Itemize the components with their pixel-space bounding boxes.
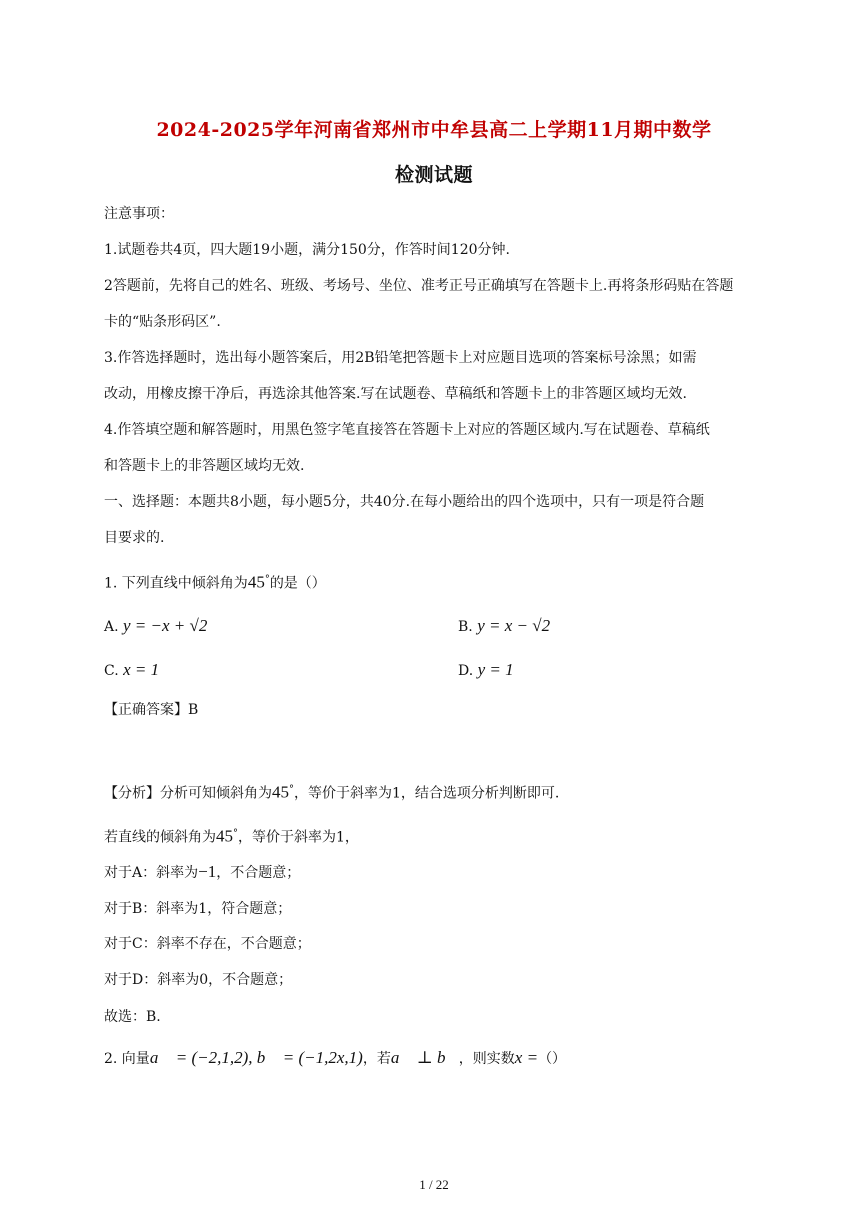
- q1-analysis: [104, 780, 559, 804]
- q1-option-c-expr: x = 1: [123, 660, 160, 679]
- q1-option-a: [104, 616, 207, 637]
- q1-option-a-expr: y = −x + √2: [123, 616, 208, 635]
- notice-item-2-line2: 卡的“贴条形码区”.: [104, 314, 221, 330]
- q1-choose: 故选：B.: [104, 1009, 161, 1025]
- q2-prefix: 2. 向量: [104, 1051, 150, 1067]
- q1-answer: 【正确答案】B: [104, 702, 199, 718]
- q2-suffix: （）: [538, 1051, 567, 1067]
- q1-option-c-label: C.: [104, 663, 119, 679]
- q2-mid2: ，则实数: [458, 1051, 515, 1067]
- q2-vectors: a⃗ = (−2,1,2), b⃗ = (−1,2x,1): [149, 1048, 363, 1067]
- notice-item-4-line2: 和答题卡上的非答题区域均无效.: [104, 458, 305, 474]
- notice-item-3-line2: 改动，用橡皮擦干净后，再选涂其他答案.写在试题卷、草稿纸和答题卡上的非答题区域均无效.: [104, 386, 687, 402]
- q1-option-d: [458, 660, 514, 681]
- q1-option-d-expr: y = 1: [477, 660, 514, 679]
- q1-analysis-suffix: ，等价于斜率为1，结合选项分析判断即可.: [294, 785, 560, 802]
- document-title-line2: 检测试题: [394, 164, 473, 186]
- q1-option-a-label: A.: [104, 619, 119, 635]
- q1-angle: 45: [247, 572, 265, 592]
- q1-solution-c: 对于C：斜率不存在，不合题意；: [104, 936, 311, 952]
- section1-intro-line1: 一、选择题：本题共8小题，每小题5分，共40分.在每小题给出的四个选项中，只有一项是符合题: [104, 494, 705, 510]
- notice-item-2-line1: 2答题前，先将自己的姓名、班级、考场号、坐位、准考正号正确填写在答题卡上.再将条形码贴在答题: [104, 278, 734, 294]
- q2-var: x =: [514, 1048, 539, 1067]
- q1-sol-a-value: −1: [198, 862, 217, 881]
- q1-option-b-label: B.: [458, 619, 473, 635]
- q1-analysis-degree: °: [289, 784, 294, 795]
- q1-option-d-label: D.: [458, 663, 474, 679]
- q1-analysis-prefix: 【分析】分析可知倾斜角为: [104, 785, 272, 802]
- section1-intro-line2: 目要求的.: [104, 530, 165, 546]
- q1-solution-b: 对于B：斜率为1，符合题意；: [104, 901, 292, 917]
- question-2-stem: [104, 1048, 566, 1069]
- question-1-stem: [104, 570, 326, 594]
- q1-sol1-angle: 45: [216, 826, 233, 846]
- q2-mid: ，若: [362, 1051, 391, 1067]
- q1-sol1-prefix: 若直线的倾斜角为: [104, 829, 216, 846]
- q1-analysis-angle: 45: [272, 782, 289, 802]
- q1-suffix: 的是（）: [269, 575, 326, 592]
- q1-sol1-degree: °: [233, 828, 238, 839]
- q1-sol-a-prefix: 对于A：斜率为: [104, 865, 199, 881]
- q1-sol1-suffix: ，等价于斜率为1，: [238, 829, 359, 846]
- document-title-line1: 2024-2025学年河南省郑州市中牟县高二上学期11月期中数学: [156, 119, 712, 141]
- notice-item-1: 1.试题卷共4页，四大题19小题，满分150分，作答时间120分钟.: [104, 242, 510, 258]
- q1-solution-d: 对于D：斜率为0，不合题意；: [104, 972, 293, 988]
- q1-option-b-expr: y = x − √2: [477, 616, 551, 635]
- q1-sol-a-suffix: ，不合题意；: [216, 865, 301, 881]
- q1-option-b: [458, 616, 550, 637]
- q1-solution-line1: [104, 824, 359, 848]
- q1-degree: °: [264, 574, 270, 585]
- q2-perp: a⃗ ⊥ b⃗: [390, 1048, 459, 1067]
- notice-item-3-line1: 3.作答选择题时，选出每小题答案后，用2B铅笔把答题卡上对应题目选项的答案标号涂黑；如需: [104, 350, 697, 366]
- notice-item-4-line1: 4.作答填空题和解答题时，用黑色签字笔直接答在答题卡上对应的答题区域内.写在试题卷、草稿纸: [104, 422, 710, 438]
- page-number: 1 / 22: [419, 1177, 449, 1192]
- q1-option-c: [104, 660, 159, 681]
- q1-solution-a: [104, 862, 300, 883]
- notice-heading: 注意事项：: [104, 206, 174, 222]
- q1-prefix: 1. 下列直线中倾斜角为: [104, 575, 248, 592]
